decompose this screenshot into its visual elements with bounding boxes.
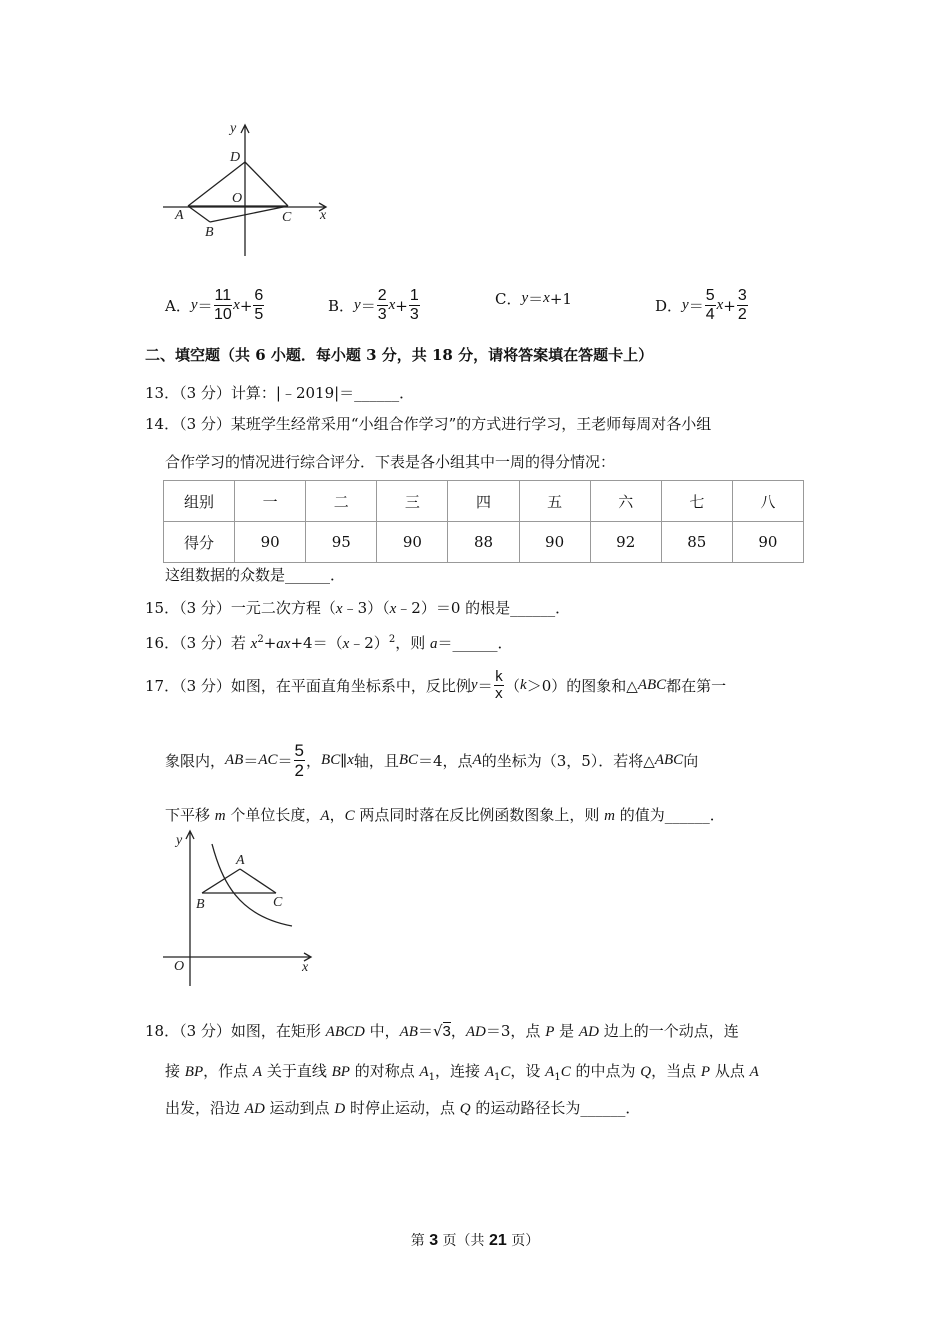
table-cell: 90 — [732, 522, 803, 563]
figure-1-coordinate-diagram — [160, 118, 340, 258]
fig1-label-x: x — [320, 208, 327, 223]
option-c: C． y ＝ x +1 — [495, 289, 572, 308]
table-cell: 92 — [590, 522, 661, 563]
table-cell: 组别 — [164, 481, 235, 522]
fig2-label-x: x — [302, 960, 309, 975]
fig2-label-c: C — [273, 895, 283, 910]
question-17-line-3: 下平移 m 个单位长度，A，C 两点同时落在反比例函数图象上，则 m 的值为______． — [165, 806, 725, 824]
figure-2-hyperbola-diagram — [160, 826, 320, 991]
sqrt-symbol: √ — [432, 1022, 443, 1040]
fraction: $\frac{6}{5}$ — [254, 287, 264, 323]
question-18-line-3: 出发，沿边 AD 运动到点 D 时停止运动，点 Q 的运动路径长为______． — [165, 1099, 641, 1117]
table-cell: 90 — [519, 522, 590, 563]
table-cell: 二 — [306, 481, 377, 522]
page-number: 3 — [429, 1232, 439, 1249]
fraction: $\frac{11}{10}$ — [213, 287, 232, 323]
table-row — [164, 481, 804, 522]
question-17-line-2: 象限内， AB ＝ AC ＝ $\frac{5}{2}$ ， BC ∥ x 轴，且 BC ＝4，点 A 的坐标为（3，5）．若将△ ABC 向 — [165, 741, 699, 780]
score-table — [163, 480, 804, 563]
table-cell: 95 — [306, 522, 377, 563]
table-cell: 得分 — [164, 522, 235, 563]
table-row — [164, 522, 804, 563]
fig2-label-y: y — [176, 833, 183, 848]
question-16: 16．（3 分）若 $x^2+ax+4=(x﹣2)^2$，则 a＝______． — [145, 634, 513, 652]
table-cell: 一 — [235, 481, 306, 522]
table-cell: 八 — [732, 481, 803, 522]
table-cell: 四 — [448, 481, 519, 522]
page-footer: 第 3 页（共 21 页） — [410, 1232, 540, 1249]
fig1-label-o: O — [232, 191, 243, 206]
fraction: $\frac{5}{2}$ — [294, 741, 305, 780]
option-d: D． y ＝ $\frac{5}{4}$ x + $\frac{3}{2}$ — [655, 287, 747, 323]
fig1-label-c: C — [282, 210, 292, 225]
question-15: 15．（3 分）一元二次方程（x﹣3）（x﹣2）＝0 的根是______． — [145, 599, 571, 617]
fig1-label-b: B — [205, 225, 214, 240]
fig2-label-a: A — [236, 853, 245, 868]
sqrt-radicand: 3 — [442, 1023, 451, 1040]
page-total: 21 — [489, 1232, 507, 1249]
fraction: $\frac{3}{2}$ — [737, 287, 747, 323]
question-14-line-1: 14．（3 分）某班学生经常采用“小组合作学习”的方式进行学习，王老师每周对各小组 — [145, 415, 712, 433]
table-cell: 五 — [519, 481, 590, 522]
option-b: B． y ＝ $\frac{2}{3}$ x + $\frac{1}{3}$ — [328, 287, 419, 323]
fraction: $\frac{k}{x}$ — [494, 669, 504, 702]
fraction: $\frac{5}{4}$ — [705, 287, 715, 323]
fig1-label-y: y — [230, 121, 237, 136]
table-cell: 七 — [661, 481, 732, 522]
question-17-line-1: 17．（3 分）如图，在平面直角坐标系中，反比例 y ＝ $\frac{k}{x}$ （ k ＞0）的图象和△ ABC 都在第一 — [145, 669, 727, 702]
fraction: $\frac{2}{3}$ — [377, 287, 387, 323]
question-14-line-3: 这组数据的众数是______． — [165, 566, 346, 584]
table-cell: 88 — [448, 522, 519, 563]
option-a: A． y ＝ $\frac{11}{10}$ x + $\frac{6}{5}$ — [165, 287, 264, 323]
table-cell: 90 — [377, 522, 448, 563]
question-18-line-2: 接 BP，作点 A 关于直线 BP 的对称点 $A_1$，连接 $A_1C$，设 $A_1C$ 的中点为 Q，当点 P 从点 A — [165, 1062, 759, 1083]
fig2-label-b: B — [196, 897, 205, 912]
question-18-line-1: 18．（3 分）如图，在矩形 ABCD 中，AB＝√3，AD＝3，点 P 是 AD 边上的一个动点，连 — [145, 1022, 739, 1040]
table-cell: 六 — [590, 481, 661, 522]
table-cell: 三 — [377, 481, 448, 522]
table-cell: 90 — [235, 522, 306, 563]
fig2-label-o: O — [174, 959, 185, 974]
question-13: 13．（3 分）计算：|﹣2019|＝______． — [145, 384, 415, 402]
fig1-label-a: A — [175, 208, 184, 223]
fraction: $\frac{1}{3}$ — [409, 287, 419, 323]
fig1-label-d: D — [230, 150, 241, 165]
section-2-title: 二、填空题（共 6 小题．每小题 3 分，共 18 分，请将答案填在答题卡上） — [145, 346, 654, 364]
question-14-line-2: 合作学习的情况进行综合评分．下表是各小组其中一周的得分情况： — [165, 453, 616, 471]
table-cell: 85 — [661, 522, 732, 563]
